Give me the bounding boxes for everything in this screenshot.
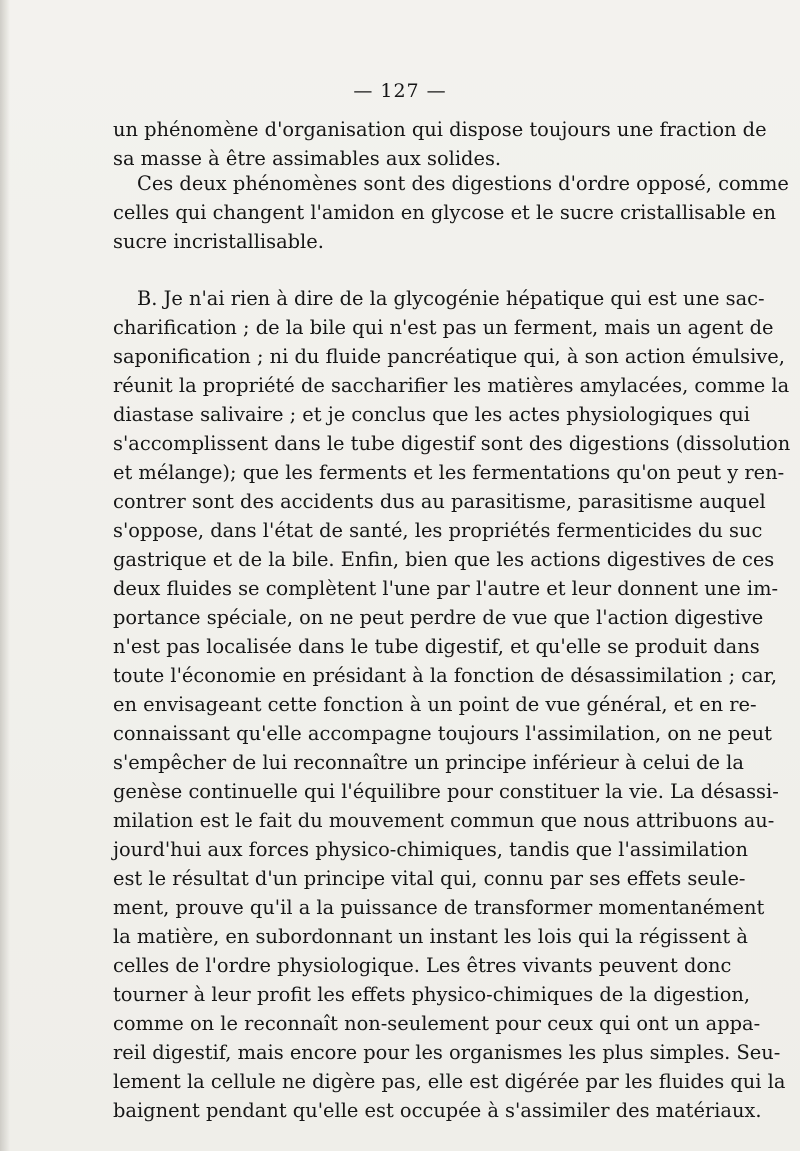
paragraph-2 — [113, 169, 789, 256]
text-line: portance spéciale, on ne peut perdre de vue que l'action digestive — [113, 606, 764, 629]
text-line: B. Je n'ai rien à dire de la glycogénie hépatique qui est une sac- — [137, 287, 765, 310]
paragraph-3 — [113, 284, 791, 1125]
page-gutter-shadow — [0, 0, 10, 1151]
text-line: toute l'économie en présidant à la fonction de désassimilation ; car, — [113, 664, 777, 687]
text-line: jourd'hui aux forces physico-chimiques, tandis que l'assimilation — [113, 838, 748, 861]
text-line: ment, prouve qu'il a la puissance de transformer momentanément — [113, 896, 765, 919]
text-line: reil digestif, mais encore pour les organismes les plus simples. Seu- — [113, 1041, 781, 1064]
text-line: comme on le reconnaît non-seulement pour ceux qui ont un appa- — [113, 1012, 761, 1035]
text-line: celles de l'ordre physiologique. Les êtres vivants peuvent donc — [113, 954, 732, 977]
text-line: deux fluides se complètent l'une par l'autre et leur donnent une im- — [113, 577, 779, 600]
text-line: réunit la propriété de saccharifier les matières amylacées, comme la — [113, 374, 790, 397]
text-line: contrer sont des accidents dus au parasitisme, parasitisme auquel — [113, 490, 766, 513]
text-line: s'empêcher de lui reconnaître un principe inférieur à celui de la — [113, 751, 744, 774]
text-line: Ces deux phénomènes sont des digestions d'ordre opposé, comme — [137, 172, 789, 195]
text-line: charification ; de la bile qui n'est pas un ferment, mais un agent de — [113, 316, 774, 339]
text-line: baignent pendant qu'elle est occupée à s'assimiler des matériaux. — [113, 1099, 762, 1122]
text-line: lement la cellule ne digère pas, elle est digérée par les fluides qui la — [113, 1070, 786, 1093]
paragraph-1 — [113, 115, 767, 173]
text-line: sucre incristallisable. — [113, 230, 324, 253]
text-line: s'accomplissent dans le tube digestif sont des digestions (dissolution — [113, 432, 791, 455]
text-line: n'est pas localisée dans le tube digestif, et qu'elle se produit dans — [113, 635, 760, 658]
text-line: celles qui changent l'amidon en glycose et le sucre cristallisable en — [113, 201, 777, 224]
text-line: gastrique et de la bile. Enfin, bien que les actions digestives de ces — [113, 548, 775, 571]
text-line: tourner à leur profit les effets physico-chimiques de la digestion, — [113, 983, 751, 1006]
text-line: milation est le fait du mouvement commun que nous attribuons au- — [113, 809, 775, 832]
text-line: genèse continuelle qui l'équilibre pour constituer la vie. La désassi- — [113, 780, 779, 803]
text-line: un phénomène d'organisation qui dispose toujours une fraction de — [113, 118, 767, 141]
page-number: — 127 — — [353, 80, 447, 102]
text-line: diastase salivaire ; et je conclus que les actes physiologiques qui — [113, 403, 750, 426]
text-line: en envisageant cette fonction à un point de vue général, et en re- — [113, 693, 757, 716]
text-line: la matière, en subordonnant un instant les lois qui la régissent à — [113, 925, 748, 948]
text-line: et mélange); que les ferments et les fermentations qu'on peut y ren- — [113, 461, 785, 484]
text-line: saponification ; ni du fluide pancréatique qui, à son action émulsive, — [113, 345, 785, 368]
text-line: s'oppose, dans l'état de santé, les propriétés fermenticides du suc — [113, 519, 763, 542]
text-line: sa masse à être assimables aux solides. — [113, 147, 502, 170]
text-line: est le résultat d'un principe vital qui, connu par ses effets seule- — [113, 867, 746, 890]
text-line: connaissant qu'elle accompagne toujours l'assimilation, on ne peut — [113, 722, 772, 745]
